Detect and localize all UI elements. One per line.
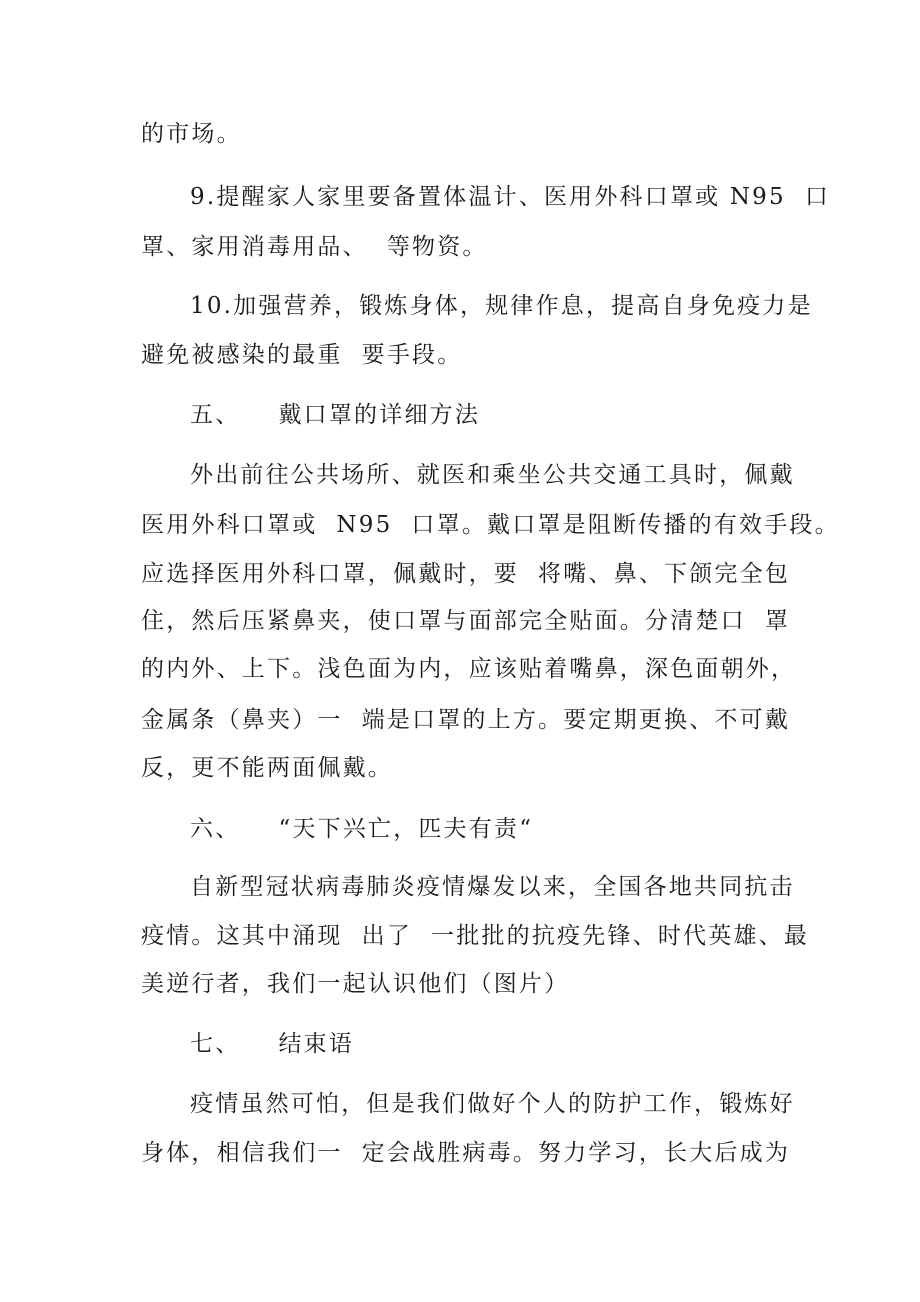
- list-item-10-line-1: 10.加强营养，锻炼身体，规律作息，提高自身免疫力是: [190, 293, 813, 319]
- list-item-10-line-2: 避免被感染的最重 要手段。: [141, 342, 463, 368]
- section-heading-5: 五、 戴口罩的详细方法: [190, 402, 481, 428]
- paragraph-line: 金属条（鼻夹）一 端是口罩的上方。要定期更换、不可戴: [141, 707, 791, 733]
- paragraph-line: 美逆行者，我们一起认识他们（图片）: [141, 971, 570, 997]
- section-heading-6: 六、 “天下兴亡，匹夫有责“: [190, 816, 534, 842]
- paragraph-line: 疫情虽然可怕，但是我们做好个人的防护工作，锻炼好: [190, 1091, 795, 1117]
- list-item-9-line-1: 9.提醒家人家里要备置体温计、医用外科口罩或 N95 口: [190, 184, 831, 210]
- paragraph-line: 的内外、上下。浅色面为内，应该贴着嘴鼻，深色面朝外，: [141, 656, 797, 682]
- paragraph-line: 疫情。这其中涌现 出了 一批批的抗疫先锋、时代英雄、最: [141, 923, 810, 949]
- paragraph-line: 应选择医用外科口罩，佩戴时，要 将嘴、鼻、下颌完全包: [141, 561, 791, 587]
- paragraph-line: 自新型冠状病毒肺炎疫情爆发以来，全国各地共同抗击: [190, 874, 795, 900]
- paragraph-line: 反，更不能两面佩戴。: [141, 755, 393, 781]
- paragraph-line: 医用外科口罩或 N95 口罩。戴口罩是阻断传播的有效手段。: [141, 512, 840, 538]
- list-item-9-line-2: 罩、家用消毒用品、 等物资。: [141, 234, 488, 260]
- paragraph-line: 的市场。: [141, 121, 242, 147]
- paragraph-line: 住，然后压紧鼻夹，使口罩与面部完全贴面。分清楚口 罩: [141, 608, 791, 634]
- section-heading-7: 七、 结束语: [190, 1031, 355, 1057]
- paragraph-line: 身体，相信我们一 定会战胜病毒。努力学习，长大后成为: [141, 1140, 791, 1166]
- paragraph-line: 外出前往公共场所、就医和乘坐公共交通工具时，佩戴: [190, 462, 795, 488]
